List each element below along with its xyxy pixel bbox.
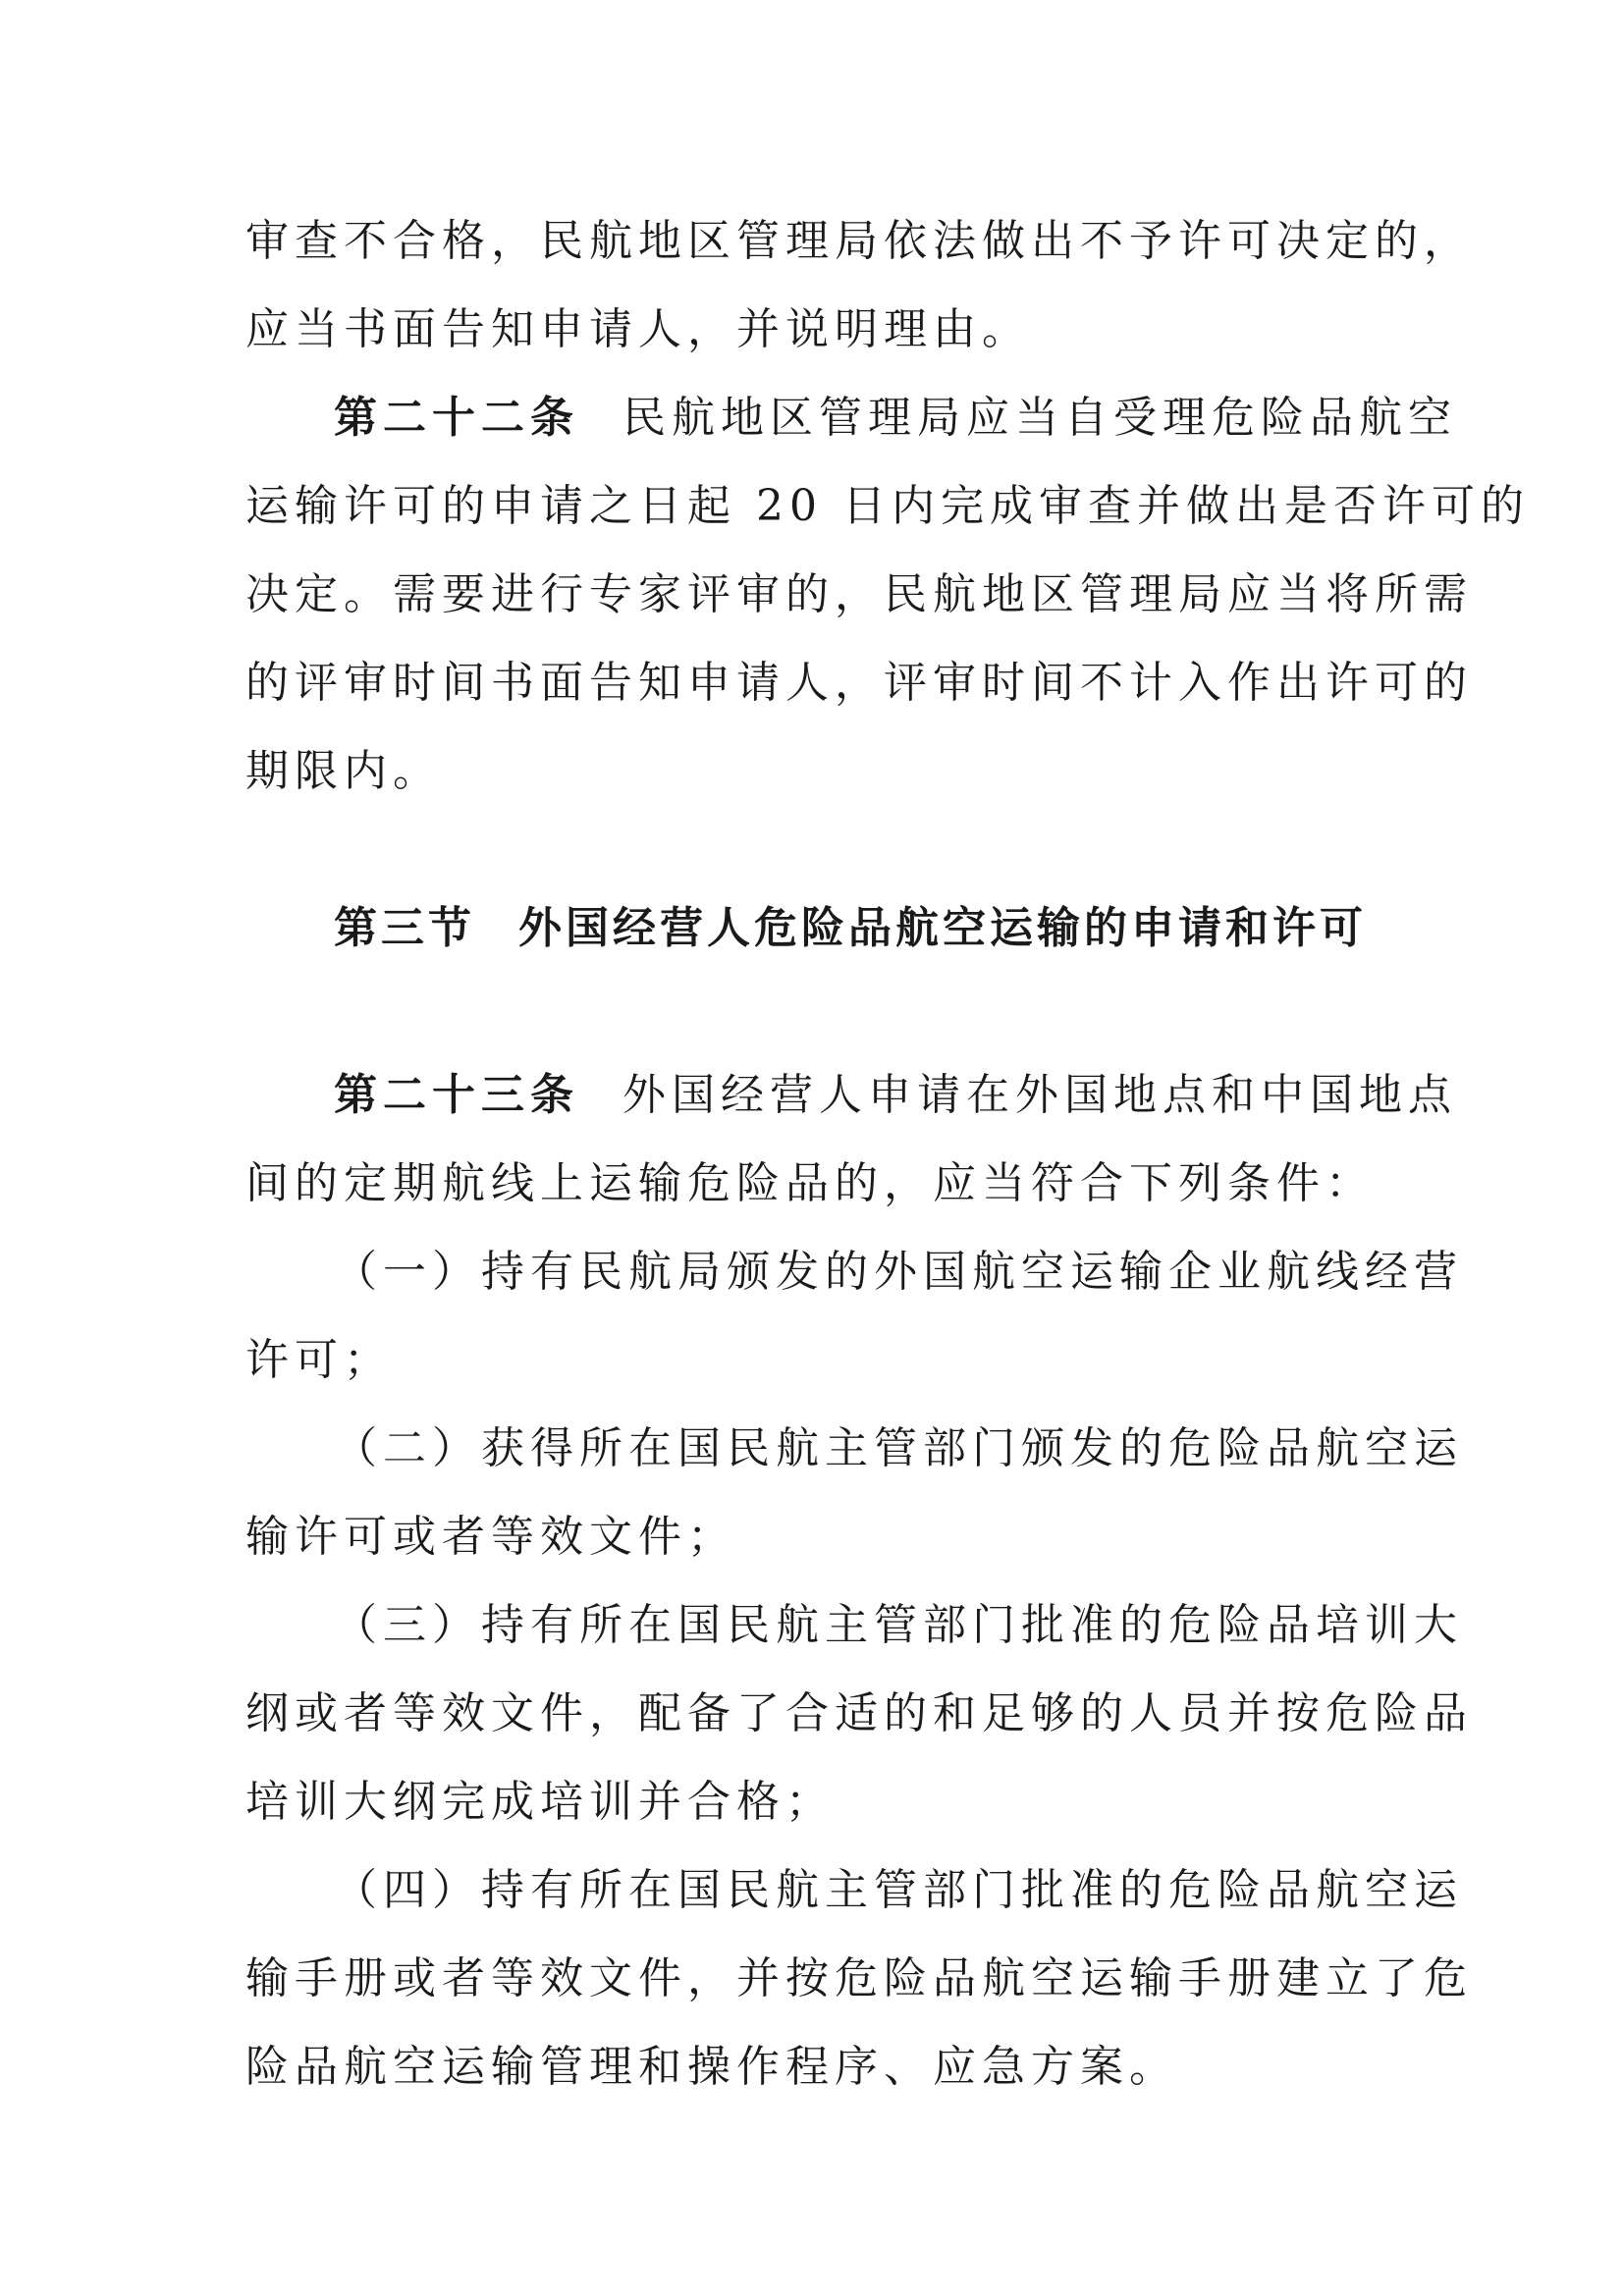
text-line: 许可； xyxy=(245,1335,393,1385)
text-line: 培训大纲完成培训并合格； xyxy=(245,1777,835,1827)
text-line: 间的定期航线上运输危险品的，应当符合下列条件： xyxy=(245,1158,1375,1208)
text-line: 期限内。 xyxy=(245,746,442,796)
article-22-first-line xyxy=(334,389,1457,448)
article-22-title: 第二十二条 xyxy=(334,393,579,443)
text-line: 外国经营人申请在外国地点和中国地点 xyxy=(622,1070,1457,1120)
section-number: 第三节 xyxy=(334,903,475,953)
text-line: 输手册或者等效文件，并按危险品航空运输手册建立了危 xyxy=(245,1953,1473,2003)
text-line: 险品航空运输管理和操作程序、应急方案。 xyxy=(245,2042,1178,2092)
text-line: 应当书面告知申请人，并说明理由。 xyxy=(245,304,1031,354)
section-title: 外国经营人危险品航空运输的申请和许可 xyxy=(518,903,1367,953)
text-line: 运输许可的申请之日起 20 日内完成审查并做出是否许可的 xyxy=(245,481,1530,531)
list-item-1: （一）持有民航局颁发的外国航空运输企业航线经营 xyxy=(334,1247,1463,1297)
text-line: 输许可或者等效文件； xyxy=(245,1512,736,1562)
section-heading xyxy=(334,899,1367,958)
article-23-first-line xyxy=(334,1066,1457,1125)
list-item-3: （三）持有所在国民航主管部门批准的危险品培训大 xyxy=(334,1600,1463,1650)
text-line: 纲或者等效文件，配备了合适的和足够的人员并按危险品 xyxy=(245,1688,1473,1738)
article-23-title: 第二十三条 xyxy=(334,1070,579,1120)
text-line: 民航地区管理局应当自受理危险品航空 xyxy=(622,393,1457,443)
list-item-4: （四）持有所在国民航主管部门批准的危险品航空运 xyxy=(334,1865,1463,1915)
text-line: 审查不合格，民航地区管理局依法做出不予许可决定的， xyxy=(245,216,1473,266)
text-line: 的评审时间书面告知申请人，评审时间不计入作出许可的 xyxy=(245,658,1473,708)
text-line: 决定。需要进行专家评审的，民航地区管理局应当将所需 xyxy=(245,569,1473,619)
list-item-2: （二）获得所在国民航主管部门颁发的危险品航空运 xyxy=(334,1423,1463,1473)
